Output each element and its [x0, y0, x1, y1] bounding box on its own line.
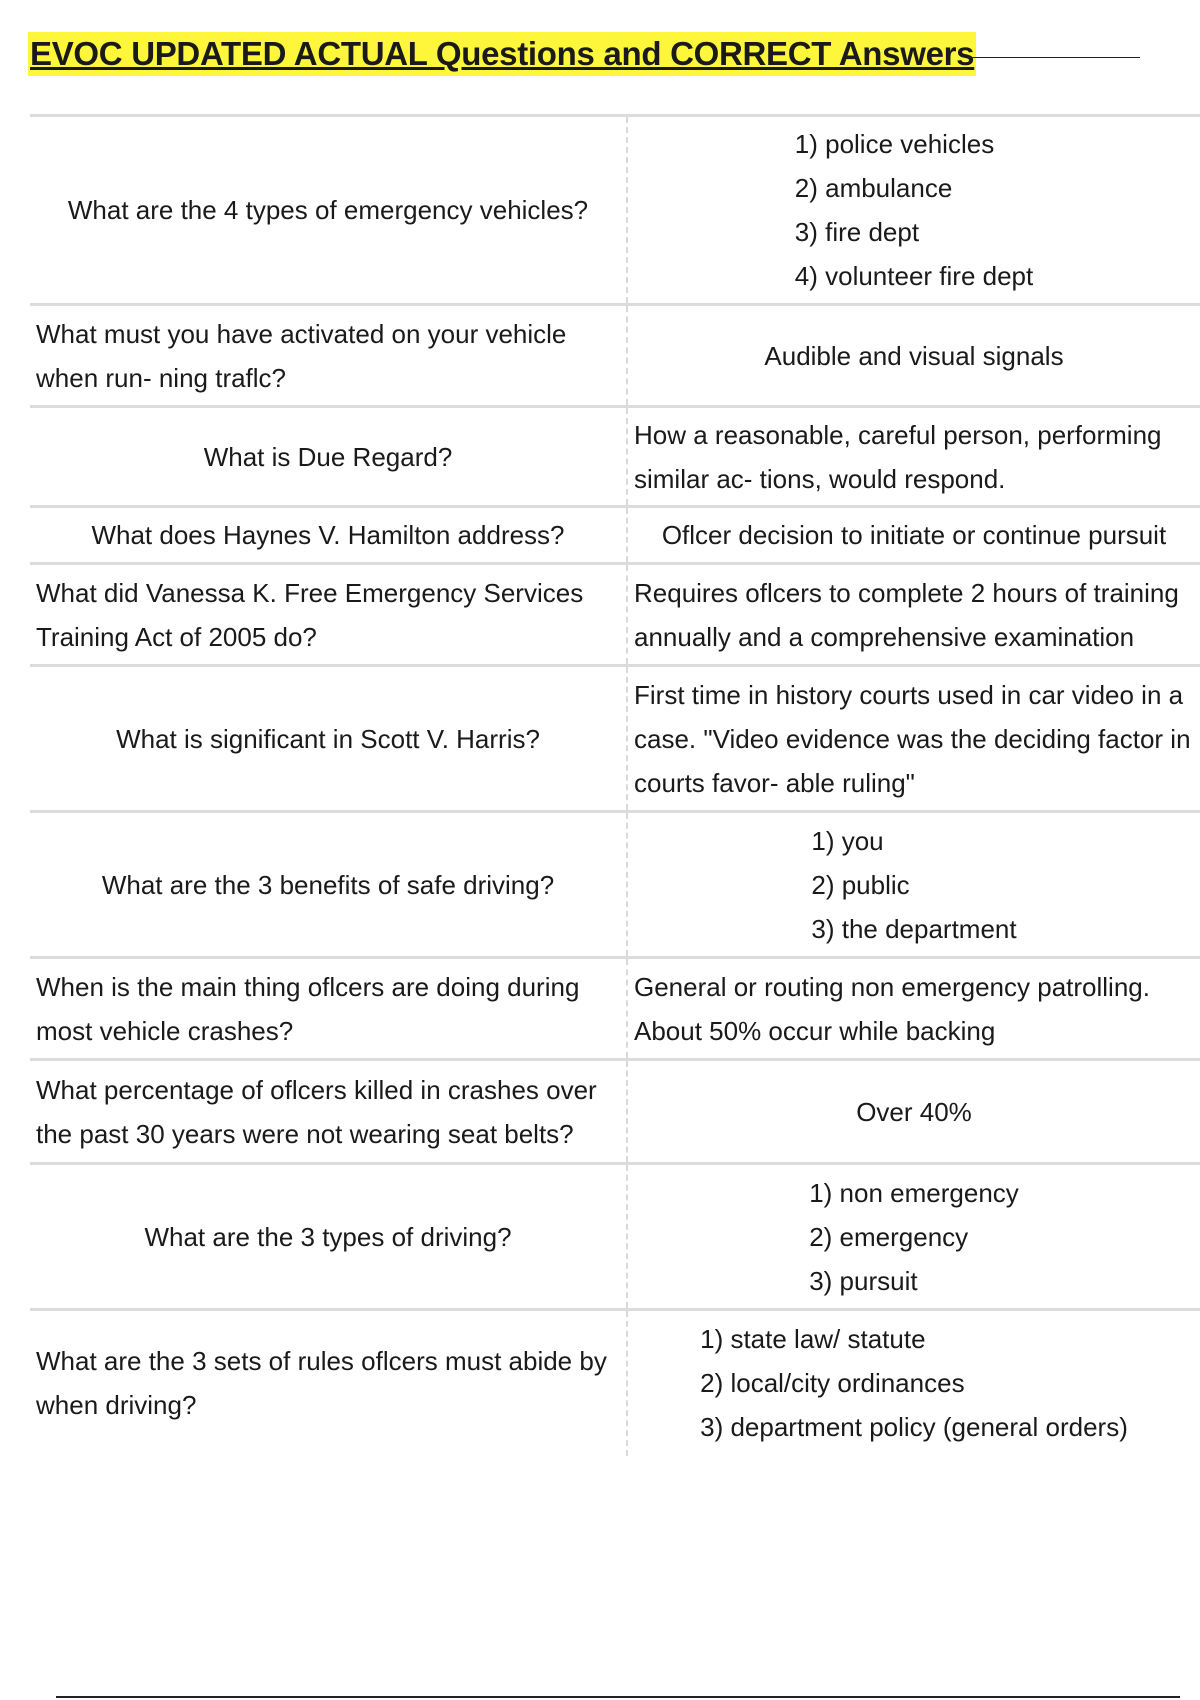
- answer-item: 4) volunteer fire dept: [794, 261, 1034, 291]
- qa-row: [30, 812, 1200, 958]
- qa-row: [30, 666, 1200, 812]
- title-bar: [28, 32, 1140, 76]
- document-title: EVOC UPDATED ACTUAL Questions and CORRECT Answers: [28, 32, 976, 76]
- answer-item: 1) police vehicles: [794, 129, 995, 159]
- answer-list: [809, 1171, 1019, 1303]
- question-cell: What did Vanessa K. Free Emergency Services Training Act of 2005 do?: [30, 564, 627, 666]
- qa-row: [30, 116, 1200, 305]
- qa-row: [30, 407, 1200, 507]
- qa-row: [30, 1060, 1200, 1164]
- qa-row: [30, 507, 1200, 564]
- answer-item: 3) department policy (general orders): [700, 1412, 1128, 1443]
- answer-cell: [627, 1310, 1200, 1456]
- question-cell: What are the 3 benefits of safe driving?: [30, 812, 627, 958]
- answer-cell: Over 40%: [627, 1060, 1200, 1164]
- question-cell: What is Due Regard?: [30, 407, 627, 507]
- question-cell: What does Haynes V. Hamilton address?: [30, 507, 627, 564]
- answer-item: 2) ambulance: [794, 173, 953, 203]
- question-cell: What is significant in Scott V. Harris?: [30, 666, 627, 812]
- question-cell: What must you have activated on your vehicle when run- ning traflc?: [30, 305, 627, 407]
- question-cell: What are the 3 types of driving?: [30, 1164, 627, 1310]
- answer-list: [700, 1317, 1128, 1449]
- answer-cell: How a reasonable, careful person, performing similar ac- tions, would respond.: [627, 407, 1200, 507]
- answer-cell: [627, 1164, 1200, 1310]
- answer-cell: Audible and visual signals: [627, 305, 1200, 407]
- answer-item: 1) state law/ statute: [700, 1324, 926, 1355]
- answer-item: 3) pursuit: [809, 1265, 918, 1296]
- title-rule: [968, 57, 1140, 58]
- answer-cell: General or routing non emergency patrolling. About 50% occur while backing: [627, 958, 1200, 1060]
- answer-item: 1) you: [811, 825, 884, 856]
- qa-row: [30, 1310, 1200, 1456]
- qa-row: [30, 305, 1200, 407]
- qa-row: [30, 1164, 1200, 1310]
- answer-item: 3) fire dept: [794, 217, 920, 247]
- answer-cell: [627, 116, 1200, 305]
- qa-table: [30, 114, 1200, 1456]
- answer-item: 2) emergency: [809, 1221, 969, 1252]
- footer-rule: [56, 1696, 1180, 1698]
- answer-list: [795, 122, 1033, 298]
- qa-row: [30, 958, 1200, 1060]
- qa-row: [30, 564, 1200, 666]
- answer-cell: Requires oflcers to complete 2 hours of training annually and a comprehensive examination: [627, 564, 1200, 666]
- question-cell: When is the main thing oflcers are doing during most vehicle crashes?: [30, 958, 627, 1060]
- answer-item: 1) non emergency: [809, 1177, 1019, 1208]
- answer-list: [811, 819, 1016, 951]
- question-cell: What are the 3 sets of rules oflcers must abide by when driving?: [30, 1310, 627, 1456]
- answer-item: 3) the department: [811, 913, 1017, 944]
- question-cell: What percentage of oflcers killed in crashes over the past 30 years were not wearing seat belts?: [30, 1060, 627, 1164]
- answer-item: 2) public: [811, 869, 910, 900]
- answer-cell: [627, 812, 1200, 958]
- answer-cell: Oflcer decision to initiate or continue pursuit: [627, 507, 1200, 564]
- answer-cell: First time in history courts used in car video in a case. "Video evidence was the deciding factor in courts favor- able ruling": [627, 666, 1200, 812]
- answer-item: 2) local/city ordinances: [700, 1368, 965, 1399]
- question-cell: What are the 4 types of emergency vehicles?: [30, 116, 627, 305]
